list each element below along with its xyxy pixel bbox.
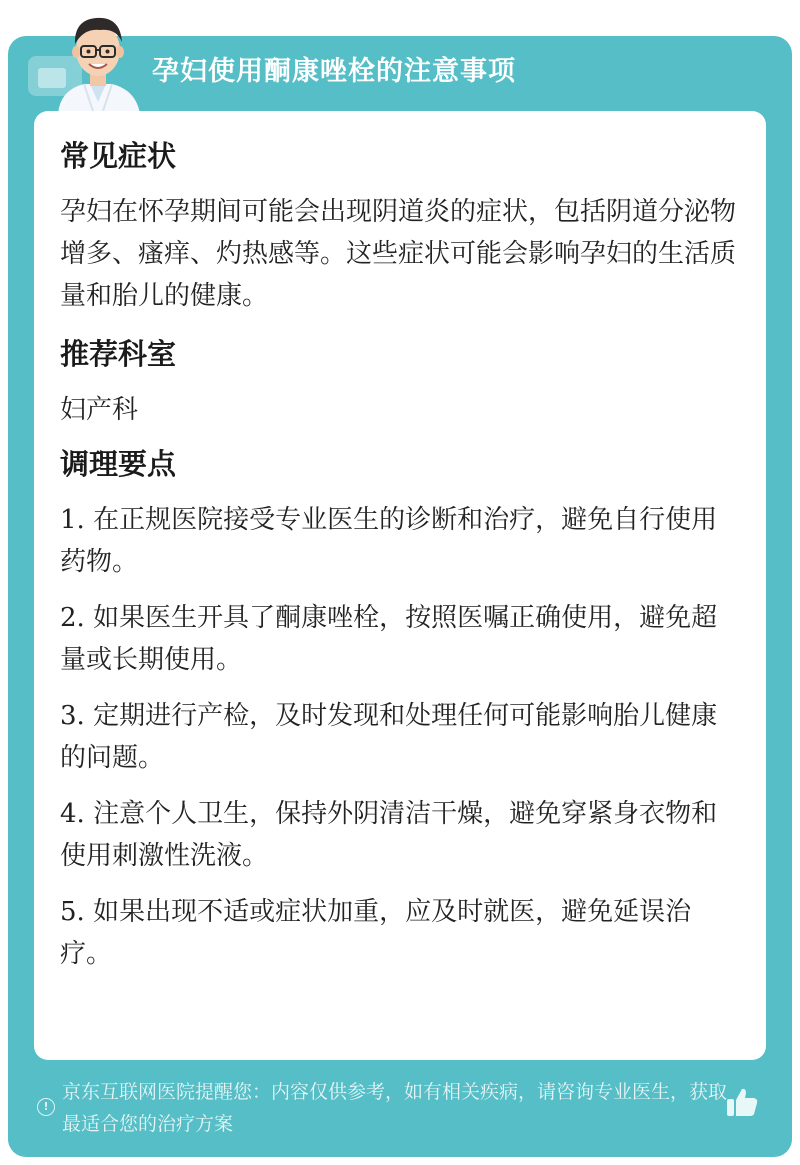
list-item — [60, 499, 740, 583]
list-item-text: 在正规医院接受专业医生的诊断和治疗，避免自行使用药物。 — [60, 505, 718, 577]
list-item-number: 1. — [60, 505, 85, 535]
care-heading: 调理要点 — [60, 447, 177, 481]
symptoms-text: 孕妇在怀孕期间可能会出现阴道炎的症状，包括阴道分泌物增多、瘙痒、灼热感等。这些症状可能会影响孕妇的生活质量和胎儿的健康。 — [60, 197, 737, 311]
page-title: 孕妇使用酮康唑栓的注意事项 — [152, 56, 516, 87]
list-item-text: 如果出现不适或症状加重，应及时就医，避免延误治疗。 — [60, 897, 692, 969]
list-item — [60, 891, 740, 975]
doctor-avatar — [44, 6, 152, 114]
list-item — [60, 793, 740, 877]
list-item-text: 如果医生开具了酮康唑栓，按照医嘱正确使用，避免超量或长期使用。 — [60, 603, 718, 675]
list-item-text: 定期进行产检，及时发现和处理任何可能影响胎儿健康的问题。 — [60, 701, 718, 773]
symptoms-heading: 常见症状 — [60, 139, 177, 173]
department-heading: 推荐科室 — [60, 337, 177, 371]
list-item-number: 2. — [60, 603, 85, 633]
list-item-number: 4. — [60, 799, 85, 829]
thumbs-up-icon[interactable] — [724, 1084, 760, 1120]
list-item-number: 3. — [60, 701, 85, 731]
list-item — [60, 695, 740, 779]
list-item — [60, 597, 740, 681]
list-item-number: 5. — [60, 897, 85, 927]
department-text: 妇产科 — [60, 395, 139, 425]
footer-notice: 京东互联网医院提醒您：内容仅供参考，如有相关疾病，请咨询专业医生，获取最适合您的治疗方案 — [62, 1081, 728, 1135]
content-panel — [34, 111, 766, 1060]
info-icon: ! — [37, 1098, 55, 1116]
list-item-text: 注意个人卫生，保持外阴清洁干燥，避免穿紧身衣物和使用刺激性洗液。 — [60, 799, 718, 871]
